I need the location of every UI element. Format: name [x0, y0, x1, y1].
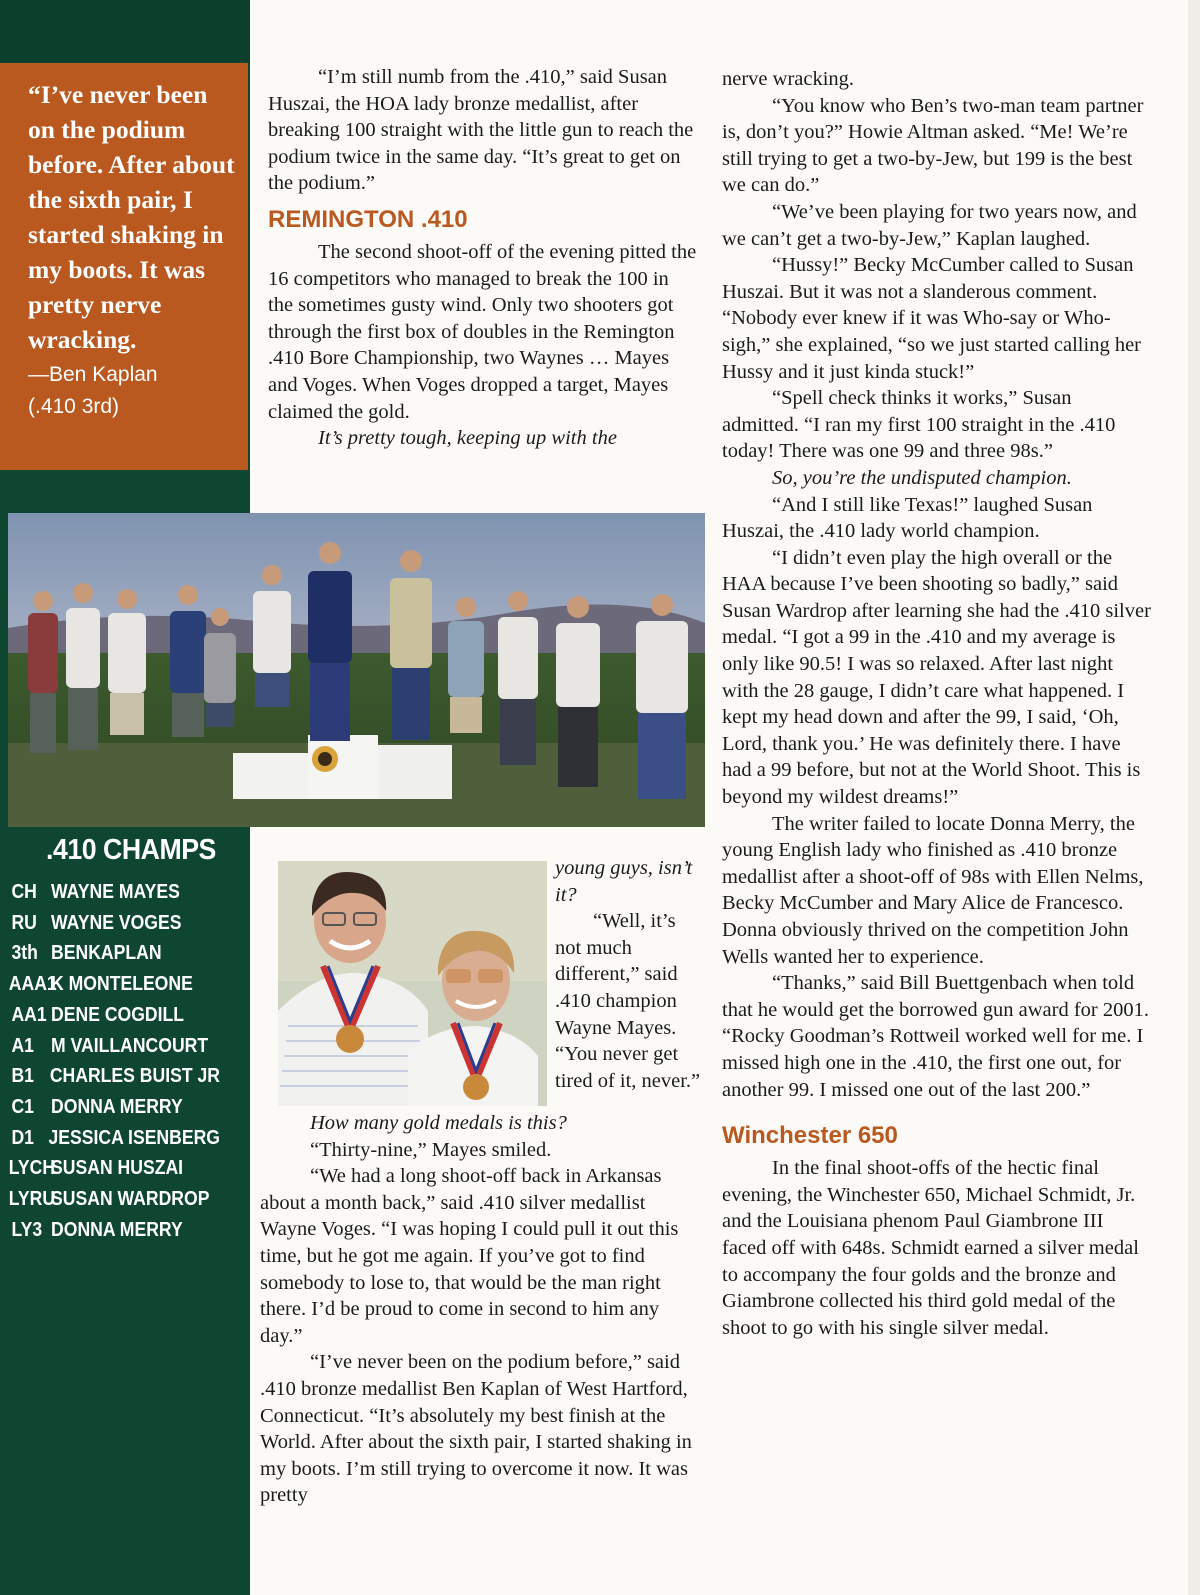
champ-name: WAYNE VOGES: [51, 911, 182, 934]
champ-category: B1: [11, 1065, 34, 1088]
champ-name: CHARLES BUIST JR: [49, 1065, 220, 1088]
paragraph: nerve wracking.: [722, 68, 855, 90]
champ-row: [0, 1000, 220, 1031]
champ-row: [0, 938, 220, 969]
page-edge: [1188, 0, 1200, 1595]
article-column-right: [722, 66, 1152, 1341]
champ-name: DENE COGDILL: [51, 1003, 185, 1026]
champ-row: [0, 1153, 220, 1184]
article-column-middle-bottom: [260, 1110, 705, 1509]
paragraph: The second shoot-off of the evening pitted the 16 competitors who managed to break the 100 in the sometimes gusty wind. Only two shooters got through the first box of doubles in the Remington .410 Bore Championship, two Waynes … Mayes and Voges. When Voges dropped a target, Mayes claimed the gold.: [268, 240, 697, 423]
champ-row: [0, 1184, 220, 1215]
section-heading-winchester: Winchester 650: [722, 1122, 898, 1150]
medalists-photo: [278, 861, 547, 1106]
champ-category: AA1: [11, 1003, 47, 1026]
paragraph: In the final shoot-offs of the hectic final evening, the Winchester 650, Michael Schmidt, Jr. and the Louisiana phenom Paul Giambrone III faced off with 648s. Schmidt earned a silver medal to accompany the four golds and the bronze and Giambrone collected his third gold medal of the shoot to go with his single silver medal.: [722, 1157, 1139, 1339]
paragraph: “Thanks,” said Bill Buettgenbach when told that he would get the borrowed gun award for 2001. “Rocky Goodman’s Rottweil worked well for me. I missed high one in the .410, the first one out, for another 99. I missed one out of the last 200.”: [722, 972, 1149, 1101]
champ-row: [0, 1092, 220, 1123]
pull-quote-attribution-detail: (.410 3rd): [28, 395, 120, 418]
paragraph: “Hussy!” Becky McCumber called to Susan Huszai. But it was not a slanderous comment. “Nobody ever knew if it was Who-say or Who-sigh,” she explained, “so we just started calling her Hussy and it just kinda stuck!”: [722, 254, 1141, 383]
paragraph: “We’ve been playing for two years now, and we can’t get a two-by-Jew,” Kaplan laughed.: [722, 200, 1137, 250]
champ-name: M VAILLANCOURT: [51, 1034, 209, 1057]
champ-category: CH: [11, 881, 37, 903]
group-podium-photo: [8, 513, 705, 827]
paragraph: “And I still like Texas!” laughed Susan Huszai, the .410 lady world champion.: [722, 493, 1093, 543]
paragraph: “Spell check thinks it works,” Susan admitted. “I ran my first 100 straight in the .410 today! There was one 99 and three 98s.”: [722, 387, 1116, 463]
champ-category: A1: [11, 1034, 34, 1057]
champ-name: SUSAN WARDROP: [51, 1188, 210, 1211]
pull-quote-text: “I’ve never been on the podium before. After about the sixth pair, I started shaking in my boots. It was pretty nerve wracking.: [28, 80, 235, 354]
paragraph: “Thirty-nine,” Mayes smiled.: [310, 1138, 552, 1161]
champs-sidebar: [0, 833, 250, 1245]
champ-category: AAA1: [8, 973, 57, 996]
champ-name: DONNA MERRY: [51, 1095, 183, 1118]
paragraph-question: How many gold medals is this?: [310, 1112, 567, 1134]
champ-category: RU: [11, 911, 37, 934]
paragraph-question: It’s pretty tough, keeping up with the: [318, 427, 617, 450]
paragraph: “I’m still numb from the .410,” said Susan Huszai, the HOA lady bronze medallist, after breaking 100 straight with the little gun to reach the podium twice in the same day. “It’s great to get on the podium.”: [268, 66, 694, 195]
champ-name: K MONTELEONE: [51, 973, 193, 996]
champ-category: LY3: [11, 1218, 43, 1241]
champ-name: SUSAN HUSZAI: [51, 1157, 184, 1180]
paragraph: “Well, it’s not much different,” said .410 champion Wayne Mayes. “You never get tired of it, never.”: [555, 910, 701, 1092]
champ-name: WAYNE MAYES: [51, 881, 180, 903]
paragraph: “You know who Ben’s two-man team partner is, don’t you?” Howie Altman asked. “Me! We’re still trying to get a two-by-Jew, but 199 is the best we can do.”: [722, 94, 1144, 197]
champ-row: [0, 1061, 220, 1092]
champ-category: LYCH: [8, 1157, 56, 1180]
article-column-middle-side: [555, 855, 705, 1094]
pull-quote-attribution: —Ben Kaplan: [28, 363, 158, 386]
paragraph: The writer failed to locate Donna Merry, the young English lady who finished as .410 bronze medallist after a shoot-off of 98s with Ellen Nelms, Becky McCumber and Mary Alice de Francesco. Donna obviously thrived on the competition John Wells wanted her to experience.: [722, 812, 1144, 968]
champ-category: C1: [11, 1095, 34, 1118]
paragraph-question: young guys, isn’t it?: [555, 857, 693, 906]
champ-row: [0, 969, 220, 1000]
section-heading-remington: REMINGTON .410: [268, 205, 468, 233]
champ-row: [0, 908, 220, 939]
paragraph: “I didn’t even play the high overall or the HAA because I’ve been shooting so badly,” said Susan Wardrop after learning she had the .410 silver medal. “I got a 99 in the .410 and my average is only like 90.5! I was so relaxed. After last night with the 28 gauge, I didn’t care what happened. I kept my head down and after the 99, I said, ‘Oh, Lord, thank you.’ He was definitely there. I have had a 99 before, but not at the World Shoot. This is beyond my wildest dreams!”: [722, 546, 1151, 809]
article-column-middle-top: [268, 64, 698, 452]
champ-name: JESSICA ISENBERG: [48, 1126, 221, 1149]
champ-row: [0, 1123, 220, 1154]
champ-row: [0, 1031, 220, 1062]
champs-list: [0, 877, 250, 1245]
champ-name: BENKAPLAN: [51, 942, 162, 965]
champ-category: LYRU: [8, 1188, 56, 1211]
champ-name: DONNA MERRY: [51, 1218, 183, 1241]
champs-title: .410 CHAMPS: [46, 834, 216, 866]
paragraph: “We had a long shoot-off back in Arkansas about a month back,” said .410 silver medallist Wayne Voges. “I was hoping I could pull it out this time, but he got me again. If you’ve got to find somebody to lose to, that would be the man right there. I’d be proud to come in second to him any day.”: [260, 1165, 679, 1347]
paragraph-question: So, you’re the undisputed champion.: [772, 466, 1072, 489]
champ-category: 3th: [11, 942, 38, 965]
paragraph: “I’ve never been on the podium before,” said .410 bronze medallist Ben Kaplan of West Hartford, Connecticut. “It’s absolutely my best finish at the World. After about the sixth pair, I started shaking in my boots. I’m still trying to overcome it now. It was pretty: [260, 1351, 692, 1507]
champ-row: [0, 1215, 220, 1246]
champ-row: [0, 877, 220, 908]
pull-quote-box: [0, 63, 248, 470]
champ-category: D1: [11, 1126, 34, 1149]
green-sidebar-top: [0, 0, 250, 62]
